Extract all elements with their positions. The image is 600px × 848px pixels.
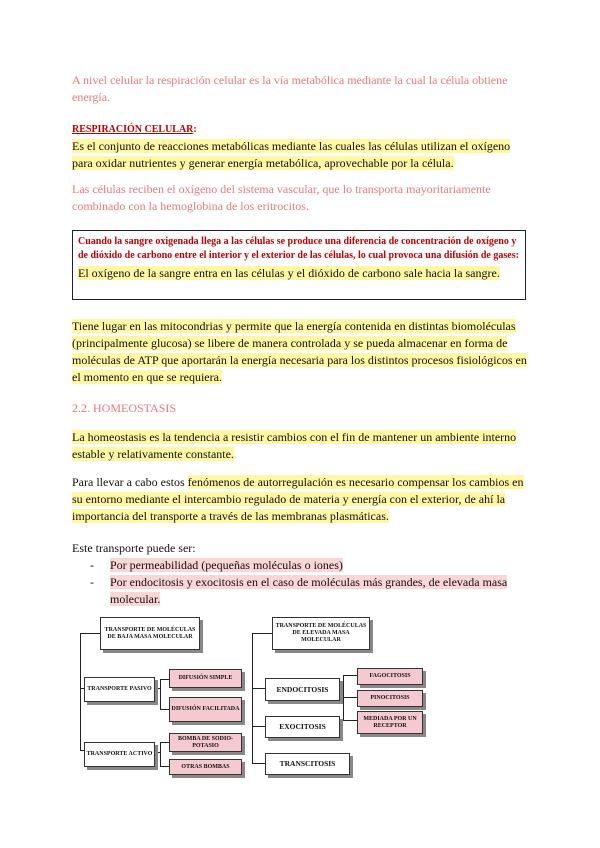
list-dash: -: [90, 558, 94, 572]
connector-line: [252, 726, 265, 727]
receptor-mediated-box: MEDIADA POR UN RECEPTOR: [357, 711, 423, 734]
phagocytosis-box: FAGOCITOSIS: [357, 668, 423, 685]
transport-intro: Este transporte puede ser:: [72, 541, 196, 555]
list-item: [90, 557, 520, 574]
regulation-paragraph: [72, 474, 528, 525]
pinocytosis-box: PINOCITOSIS: [357, 690, 423, 707]
list-item: [90, 574, 520, 608]
connector-line: [252, 763, 265, 764]
homeostasis-text: La homeostasis es la tendencia a resistir cambios con el fin de mantener un ambiente interno estable y relativamente constante.: [72, 430, 517, 461]
respiracion-line-1: Es el conjunto de reacciones metabólicas mediante las cuales las células utilizan el oxígeno: [72, 139, 511, 153]
connector-line: [160, 742, 169, 743]
connector-line: [252, 633, 272, 634]
list-item-text: Por endocitosis y exocitosis en el caso de moléculas más grandes, de elevada masa molecular.: [110, 575, 508, 606]
facilitated-diffusion-box: DIFUSIÓN FACILITADA: [169, 697, 242, 722]
list-dash: -: [90, 575, 94, 589]
sodium-potassium-pump-box: BOMBA DE SODIO-POTASIO: [169, 733, 242, 752]
oxygen-paragraph: Las células reciben el oxígeno del sistema vascular, que lo transporta mayoritariamente combinado con la hemoglobina de los eritrocitos.: [72, 182, 491, 213]
other-pumps-box: OTRAS BOMBAS: [169, 759, 242, 775]
regulation-pre: Para llevar a cabo estos: [72, 475, 188, 489]
connector-line: [160, 766, 169, 767]
connector-line: [160, 709, 169, 710]
connector-line: [80, 633, 81, 750]
connector-line: [252, 633, 253, 763]
connector-line: [252, 688, 265, 689]
regulation-highlight: fenómenos de autorregulación es necesario compensar los cambios en su entorno mediante el intercambio regulado de materia y energía con el exterior, de ahí la importancia del transporte a través de las membranas plasmáticas.: [72, 475, 524, 523]
connector-line: [160, 679, 161, 710]
exocytosis-box: EXOCITOSIS: [265, 716, 340, 738]
connector-line: [160, 742, 161, 766]
connector-line: [343, 697, 357, 698]
gas-diffusion-bold: Cuando la sangre oxigenada llega a las células se produce una diferencia de concentración de oxígeno y de dióxido de carbono entre el interior y el exterior de las células, lo cual provoca una difusión de gases:: [78, 236, 519, 261]
active-transport-box: TRANSPORTE ACTIVO: [84, 742, 155, 767]
gas-diffusion-box: [72, 230, 526, 300]
simple-diffusion-box: DIFUSIÓN SIMPLE: [169, 669, 242, 688]
respiracion-line-2: para oxidar nutrientes y generar energía metabólica, aprovechable por la célula.: [72, 156, 454, 170]
connector-line: [343, 675, 357, 676]
high-mass-transport-box: TRANSPORTE DE MOLÉCULAS DE ELEVADA MASA MOLECULAR: [272, 617, 370, 650]
mitochondria-paragraph: [72, 318, 528, 386]
homeostasis-paragraph: [72, 429, 528, 463]
endocytosis-box: ENDOCITOSIS: [265, 678, 340, 701]
list-item-text: Por permeabilidad (pequeñas moléculas o iones): [110, 558, 343, 572]
respiracion-block: [72, 120, 528, 172]
intro-paragraph: A nivel celular la respiración celular es la vía metabólica mediante la cual la célula obtiene energía.: [72, 73, 508, 104]
mitochondria-text: Tiene lugar en las mitocondrias y permite que la energía contenida en distintas biomoléculas (principalmente glucosa) se libere de manera controlada y se pueda almacenar en forma de moléculas de ATP que aportarán la energía necesaria para los distintos procesos fisiológicos en el momento en que se requiera.: [72, 319, 527, 384]
passive-transport-box: TRANSPORTE PASIVO: [84, 677, 155, 702]
connector-line: [343, 720, 357, 721]
homeostasis-heading: 2.2. HOMEOSTASIS: [72, 401, 177, 415]
transport-list: [90, 557, 520, 608]
gas-diffusion-line: El oxígeno de la sangre entra en las células y el dióxido de carbono sale hacia la sangre.: [78, 266, 500, 280]
respiracion-label: RESPIRACIÓN CELULAR: [72, 124, 194, 135]
connector-line: [80, 633, 100, 634]
low-mass-transport-box: TRANSPORTE DE MOLÉCULAS DE BAJA MASA MOLECULAR: [100, 617, 200, 650]
transcytosis-box: TRANSCITOSIS: [265, 753, 350, 775]
connector-line: [160, 679, 169, 680]
respiracion-colon: :: [193, 124, 197, 135]
